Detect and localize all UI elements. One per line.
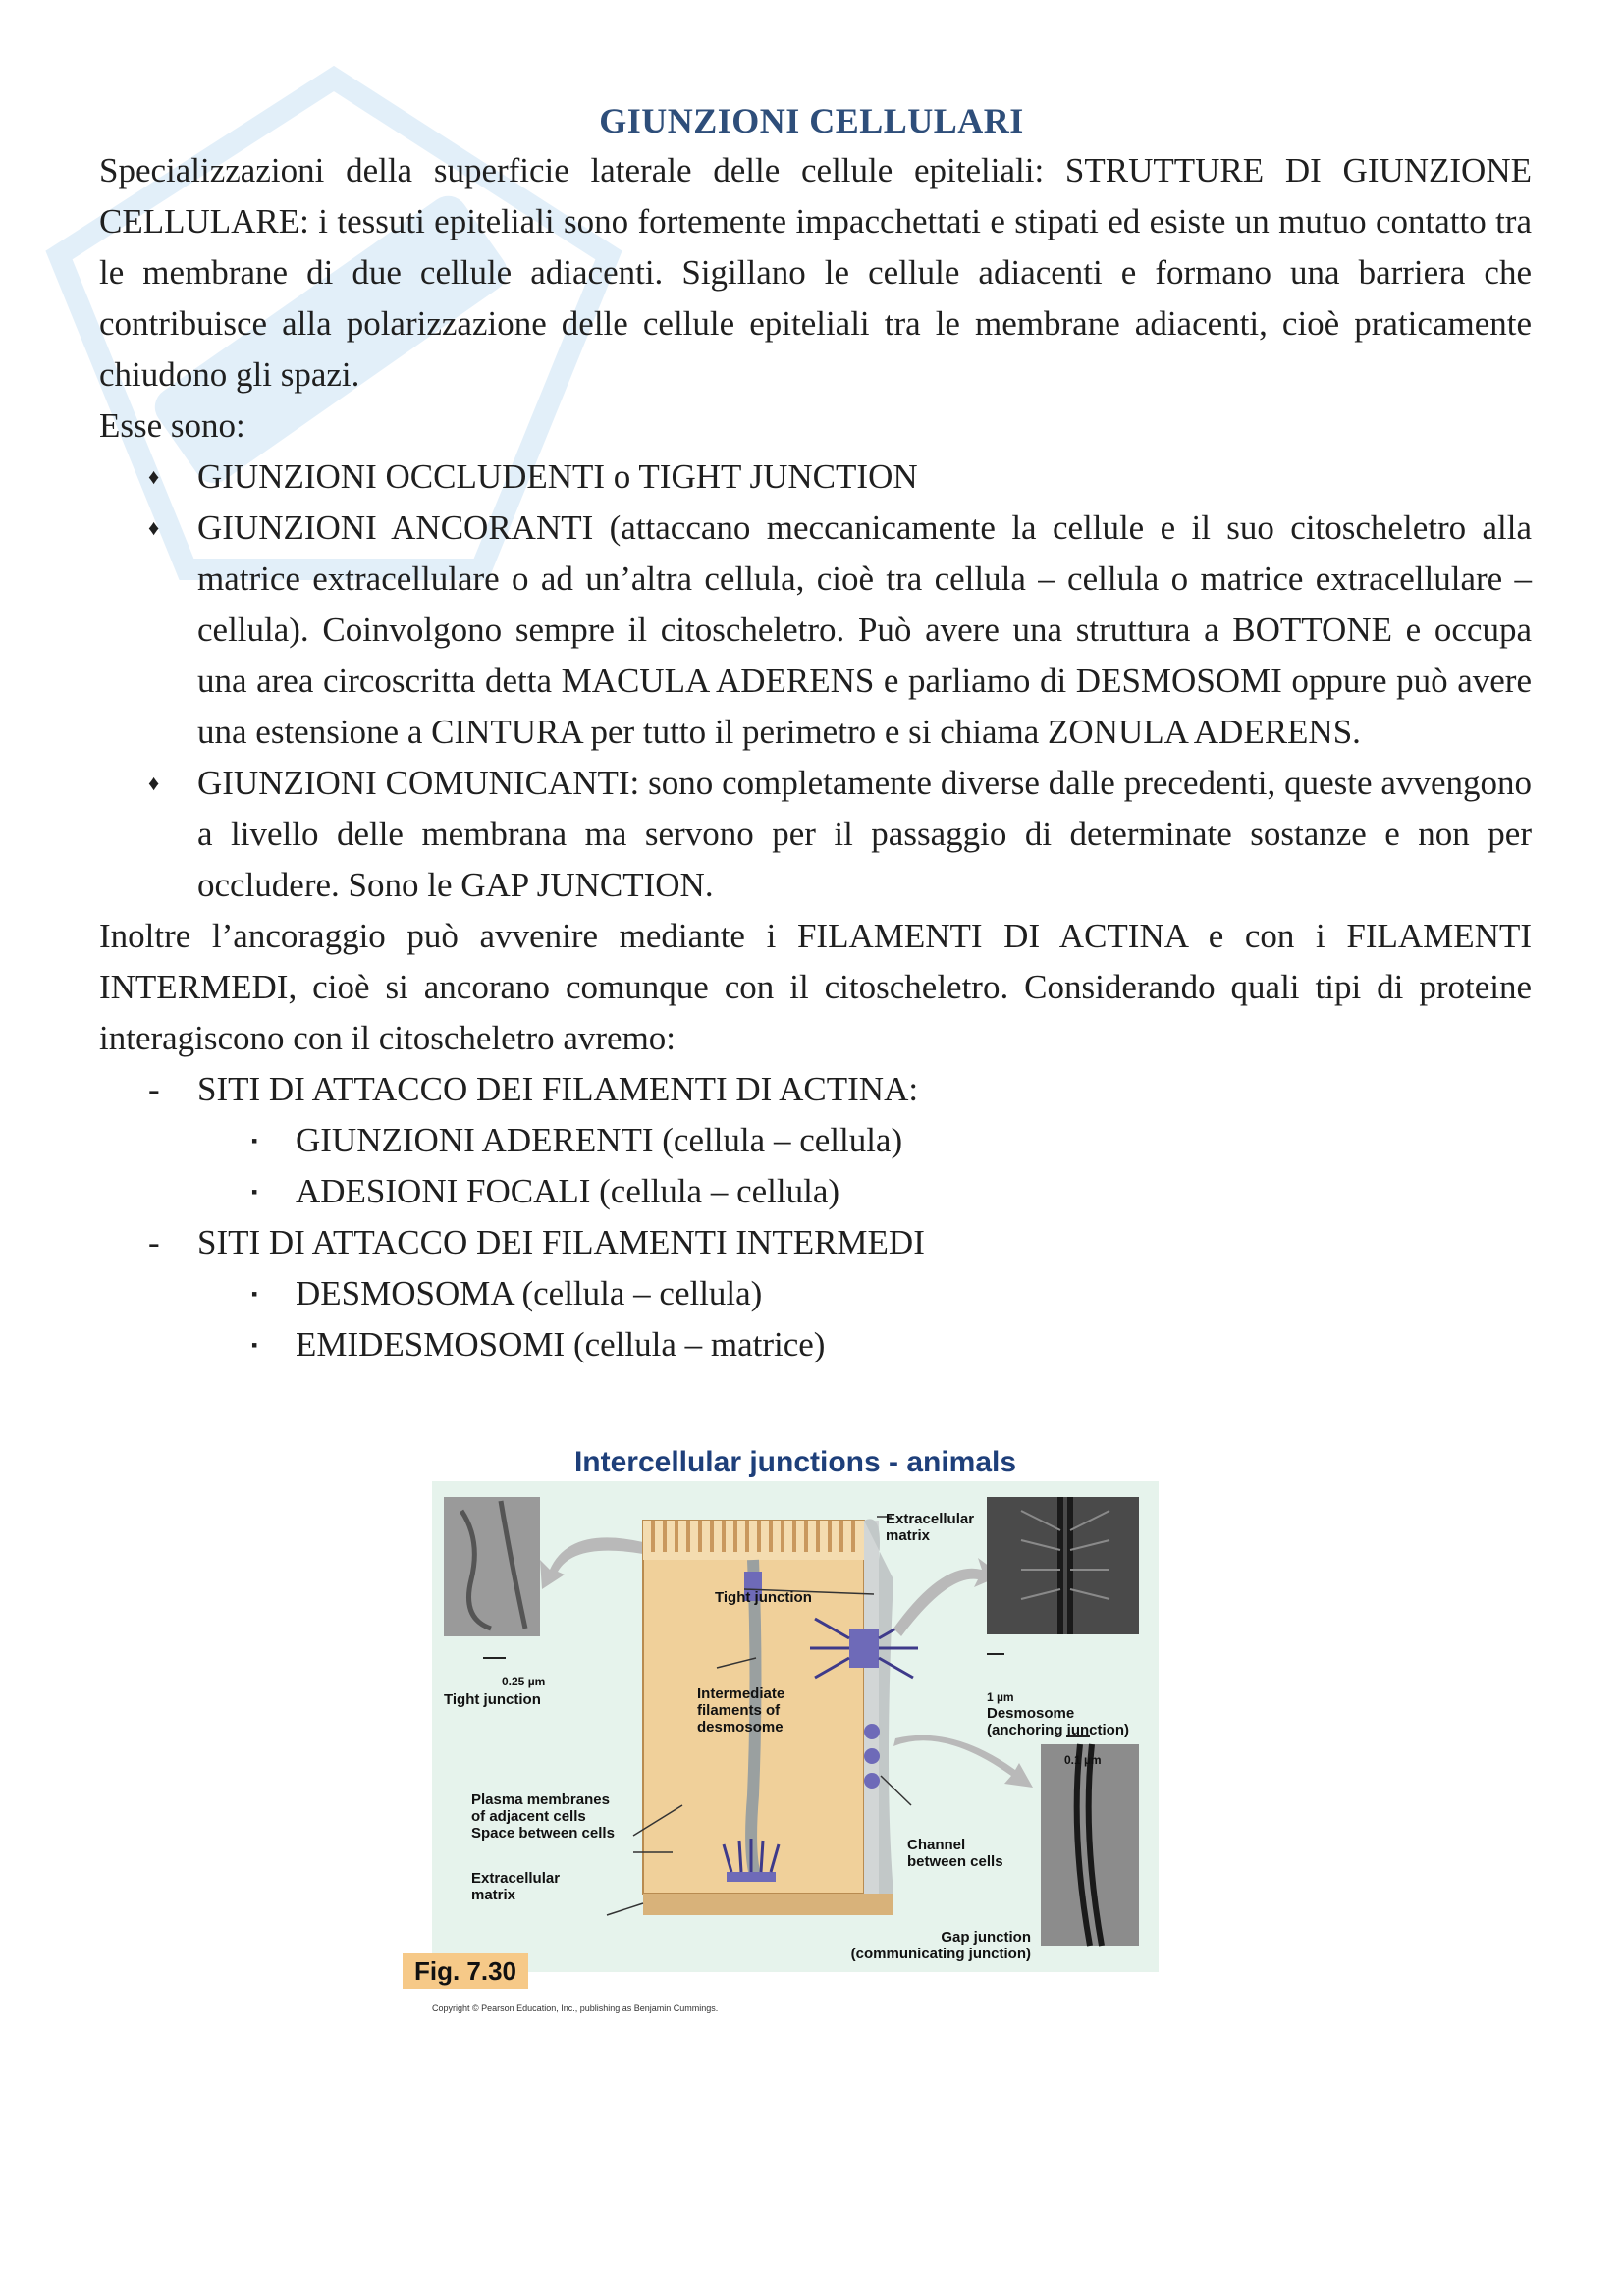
scale-label: 0.25 µm (502, 1675, 546, 1688)
list-item: ▪ ADESIONI FOCALI (cellula – cellula) (99, 1166, 1532, 1217)
figure-title: Intercellular junctions - animals (573, 1446, 1017, 1478)
list-item: ♦ GIUNZIONI COMUNICANTI: sono completamente diverse dalle precedenti, queste avvengono a livello delle membrana ma servono per il passaggio di determinate sostanze e non per occludere. Sono le GAP JUNCTION. (99, 758, 1532, 911)
attachment-sites-list (99, 1064, 1532, 1370)
left-arrow-icon (540, 1537, 643, 1589)
figure-number: Fig. 7.30 (403, 1953, 528, 1989)
dash-bullet-icon: - (148, 1223, 160, 1261)
list-item: ♦ GIUNZIONI ANCORANTI (attaccano meccanicamente la cellule e il suo citoscheletro alla matrice extracellulare o ad un’altra cellula, cioè tra cellula – cellula o matrice extracellulare – cellula). Coinvolgono sempre il citoscheletro. Può avere una struttura a BOTTONE e occupa una area circoscritta detta MACULA ADERENS e parliamo di DESMOSOMI oppure può avere una estensione a CINTURA per tutto il perimetro e si chiama ZONULA ADERENS. (99, 503, 1532, 758)
square-bullet-icon: ▪ (251, 1335, 258, 1355)
diamond-bullet-icon: ♦ (148, 464, 160, 489)
diamond-bullet-icon: ♦ (148, 515, 160, 540)
extracellular-matrix-base (643, 1894, 893, 1915)
diamond-bullet-icon: ♦ (148, 771, 160, 795)
channel-label: Channel between cells (907, 1837, 1003, 1870)
scale-label: 1 µm (987, 1690, 1014, 1704)
document-body (99, 145, 1532, 1370)
square-bullet-icon: ▪ (251, 1284, 258, 1304)
junctions-figure (432, 1448, 1159, 2017)
tight-junction-micrograph (444, 1497, 540, 1636)
intro-paragraph: Specializzazioni della superficie laterale delle cellule epiteliali: STRUTTURE DI GIUNZIONE CELLULARE: i tessuti epiteliali sono fortemente impacchettati e stipati ed esiste un mutuo contatto tra le membrane di due cellule adiacenti. Sigillano le cellule adiacenti e formano una barriera che contribuisce alla polarizzazione delle cellule epiteliali tra le membrane adiacenti, cioè praticamente chiudono gli spazi. (99, 151, 1532, 394)
square-bullet-icon: ▪ (251, 1182, 258, 1201)
list-item: ▪ DESMOSOMA (cellula – cellula) (99, 1268, 1532, 1319)
intermediate-filaments-label: Intermediate filaments of desmosome (697, 1685, 785, 1735)
extracellular-matrix-bottom-label: Extracellular matrix (471, 1870, 561, 1903)
gap-junction-label: Gap junction (communicating junction) (850, 1929, 1031, 1962)
tight-junction-label: Tight junction (715, 1589, 812, 1606)
list-item: ♦ GIUNZIONI OCCLUDENTI o TIGHT JUNCTION (99, 452, 1532, 503)
list-item: - SITI DI ATTACCO DEI FILAMENTI DI ACTINA: (99, 1064, 1532, 1115)
junction-types-list (99, 452, 1532, 911)
hemidesmosome-marker (727, 1872, 776, 1882)
square-bullet-icon: ▪ (251, 1131, 258, 1150)
anchoring-paragraph: Inoltre l’ancoraggio può avvenire mediante i FILAMENTI DI ACTINA e con i FILAMENTI INTERMEDI, cioè si ancorano comunque con il citoscheletro. Considerando quali tipi di proteine interagiscono con il citoscheletro avremo: (99, 917, 1532, 1057)
dash-bullet-icon: - (148, 1070, 160, 1108)
tight-junction-photo-label: Tight junction (444, 1691, 541, 1708)
desmosome-marker (849, 1629, 879, 1668)
plasma-membranes-label: Plasma membranes of adjacent cells Space between cells (471, 1791, 615, 1842)
extracellular-matrix-label: Extracellular matrix (886, 1511, 975, 1544)
scale-label: 0.1 µm (1064, 1753, 1102, 1767)
list-item: ▪ GIUNZIONI ADERENTI (cellula – cellula) (99, 1115, 1532, 1166)
lower-arrow-icon (893, 1735, 1033, 1788)
list-item: ▪ EMIDESMOSOMI (cellula – matrice) (99, 1319, 1532, 1370)
page-title: GIUNZIONI CELLULARI (599, 101, 1024, 140)
desmosome-label: Desmosome (anchoring junction) (987, 1705, 1129, 1738)
right-arrow-icon (893, 1558, 1001, 1636)
copyright-text: Copyright © Pearson Education, Inc., publishing as Benjamin Cummings. (432, 2003, 719, 2013)
list-item: - SITI DI ATTACCO DEI FILAMENTI INTERMEDI (99, 1217, 1532, 1268)
lead-text: Esse sono: (99, 406, 245, 445)
